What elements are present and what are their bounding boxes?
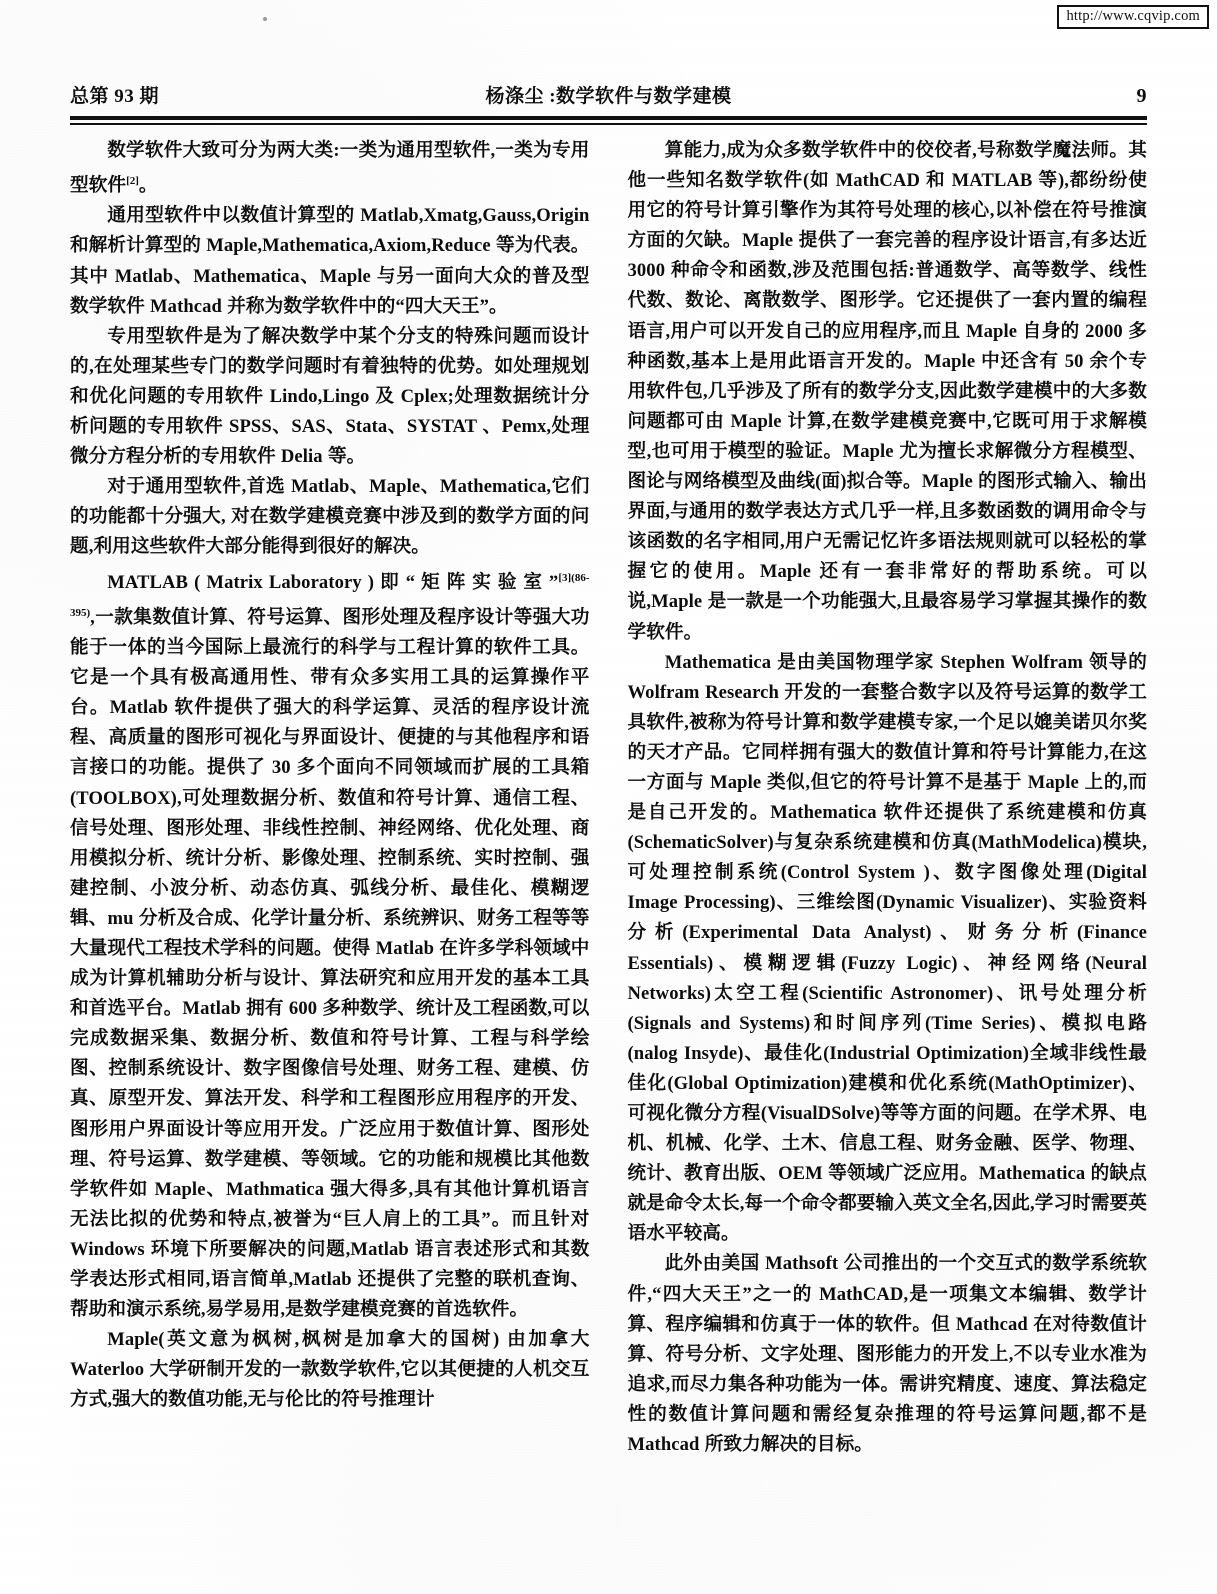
paragraph: Mathematica 是由美国物理学家 Stephen Wolfram 领导的 Wolfram Research 开发的一套整合数字以及符号运算的数学工具软件,被称为符号计算和数学建模专家,一个足以媲美诺贝尔奖的天才产品。它同样拥有强大的数值计算和符号计算能力,在这一方面与 Maple 类似,但它的符号计算不是基于 Maple 上的,而是自己开发的。Mathematica 软件还提供了系统建模和仿真(SchematicSolver)与复杂系统建模和仿真(MathModelica)模块,可处理控制系统(Control System )、数字图像处理(Digital Image Processing)、三维绘图(Dynamic Visualizer)、实验资料分析(Experimental Data Analyst)、财务分析(Finance Essentials)、模糊逻辑(Fuzzy Logic)、神经网络(Neural Networks)太空工程(Scientific Astronomer)、讯号处理分析(Signals and Systems)和时间序列(Time Series)、模拟电路(nalog Insyde)、最佳化(Industrial Optimization)全域非线性最佳化(Global Optimization)建模和优化系统(MathOptimizer)、可视化微分方程(VisualDSolve)等等方面的问题。在学术界、电机、机械、化学、土木、信息工程、财务金融、医学、物理、统计、教育出版、OEM 等领域广泛应用。Mathematica 的缺点就是命令太长,每一个命令都要输入英文全名,因此,学习时需要英语水平较高。 [627, 651, 1147, 1245]
paragraph: Maple(英文意为枫树,枫树是加拿大的国树) 由加拿大 Waterloo 大学研制开发的一款数学软件,它以其便捷的人机交互方式,强大的数值功能,无与伦比的符号推理计 [70, 1329, 590, 1411]
header-rule [70, 116, 1147, 125]
paragraph [70, 136, 590, 201]
running-head [70, 80, 1147, 108]
header-rule-thin [70, 123, 1147, 125]
body-columns [70, 136, 1147, 1460]
paragraph-tail: 。 [138, 175, 158, 197]
page-number: 9 [1136, 85, 1147, 107]
paragraph [70, 563, 590, 1326]
scan-speck [263, 17, 267, 21]
article-title-runhead: 杨涤尘 :数学软件与数学建模 [485, 86, 732, 107]
paragraph: 此外由美国 Mathsoft 公司推出的一个交互式的数学系统软件,“四大天王”之一的 MathCAD,是一项集文本编辑、数学计算、程序编辑和仿真于一体的软件。但 Mathcad 在对待数值计算、符号分析、文字处理、图形能力的开发上,不以专业水准为追求,而尽力集各种功能为一体。需讲究精度、速度、算法稳定性的数值计算问题和需经复杂推理的符号运算问题,都不是 Mathcad 所致力解决的目标。 [627, 1253, 1147, 1456]
paragraph: 通用型软件中以数值计算型的 Matlab,Xmatg,Gauss,Origin 和解析计算型的 Maple,Mathematica,Axiom,Reduce 等为代表。其中 Matlab、Mathematica、Maple 与另一面向大众的普及型数学软件 Mathcad 并称为数学软件中的“四大天王”。 [70, 205, 590, 317]
paragraph-text: 数学软件大致可分为两大类:一类为通用型软件,一类为专用型软件 [70, 140, 590, 197]
issue-number: 总第 93 期 [70, 86, 160, 107]
cqvip-watermark [1057, 5, 1209, 29]
paragraph-text: MATLAB ( Matrix Laboratory ) 即 “ 矩 阵 实 验 室 ” [107, 571, 559, 593]
paragraph-tail: ,一款集数值计算、符号运算、图形处理及程序设计等强大功能于一体的当今国际上最流行的科学与工程计算的软件工具。它是一个具有极高通用性、带有众多实用工具的运算操作平台。Matlab 软件提供了强大的科学运算、灵活的程序设计流程、高质量的图形可视化与界面设计、便捷的与其他程序和语言接口的功能。提供了 30 多个面向不同领域而扩展的工具箱(TOOLBOX),可处理数据分析、数值和符号计算、通信工程、信号处理、图形处理、非线性控制、神经网络、优化处理、商用模拟分析、统计分析、影像处理、控制系统、实时控制、强建控制、小波分析、动态仿真、弧线分析、最佳化、模糊逻辑、mu 分析及合成、化学计量分析、系统辨识、财务工程等等大量现代工程技术学科的问题。使得 Matlab 在许多学科领域中成为计算机辅助分析与设计、算法研究和应用开发的基本工具和首选平台。Matlab 拥有 600 多种数学、统计及工程函数,可以完成数据采集、数据分析、数值和符号计算、工程与科学绘图、控制系统设计、数字图像信号处理、财务工程、建模、仿真、原型开发、算法开发、科学和工程图形应用程序的开发、图形用户界面设计等应用开发。广泛应用于数值计算、图形处理、符号运算、数学建模、等领域。它的功能和规模比其他数学软件如 Maple、Mathmatica 强大得多,具有其他计算机语言无法比拟的优势和特点,被誉为“巨人肩上的工具”。而且针对 Windows 环境下所要解决的问题,Matlab 语言表述形式和其数学表达形式相同,语言简单,Matlab 还提供了完整的联机查询、帮助和演示系统,易学易用,是数学建模竞赛的首选软件。 [70, 606, 590, 1321]
left-column [70, 136, 590, 1460]
reference-marker: [3](86-395) [70, 571, 590, 619]
right-column [628, 136, 1148, 1460]
watermark-url: http://www.cqvip.com [1066, 8, 1200, 24]
paragraph: 算能力,成为众多数学软件中的佼佼者,号称数学魔法师。其他一些知名数学软件(如 MathCAD 和 MATLAB 等),都纷纷使用它的符号计算引擎作为其符号处理的核心,以补偿在符号推演方面的欠缺。Maple 提供了一套完善的程序设计语言,有多达近 3000 种命令和函数,涉及范围包括:普通数学、高等数学、线性代数、数论、离散数学、图形学。它还提供了一套内置的编程语言,用户可以开发自己的应用程序,而且 Maple 自身的 2000 多种函数,基本上是用此语言开发的。Maple 中还含有 50 余个专用软件包,几乎涉及了所有的数学分支,因此数学建模中的大多数问题都可由 Maple 计算,在数学建模竞赛中,它既可用于求解模型,也可用于模型的验证。Maple 尤为擅长求解微分方程模型、图论与网络模型及曲线(面)拟合等。Maple 的图形式输入、输出界面,与通用的数学表达方式几乎一样,且多数函数的调用命令与该函数的名字相同,用户无需记忆许多语法规则就可以轻松的掌握它的使用。Maple 还有一套非常好的帮助系统。可以说,Maple 是一款是一个功能强大,且最容易学习掌握其操作的数学软件。 [627, 140, 1147, 643]
paragraph: 专用型软件是为了解决数学中某个分支的特殊问题而设计的,在处理某些专门的数学问题时有着独特的优势。如处理规划和优化问题的专用软件 Lindo,Lingo 及 Cplex;处理数据统计分析问题的专用软件 SPSS、SAS、Stata、SYSTAT 、Pemx,处理微分方程分析的专用软件 Delia 等。 [70, 325, 590, 468]
paragraph: 对于通用型软件,首选 Matlab、Maple、Mathematica,它们的功能都十分强大, 对在数学建模竞赛中涉及到的数学方面的问题,利用这些软件大部分能得到很好的解决。 [70, 476, 590, 558]
reference-marker: [2] [126, 175, 139, 188]
